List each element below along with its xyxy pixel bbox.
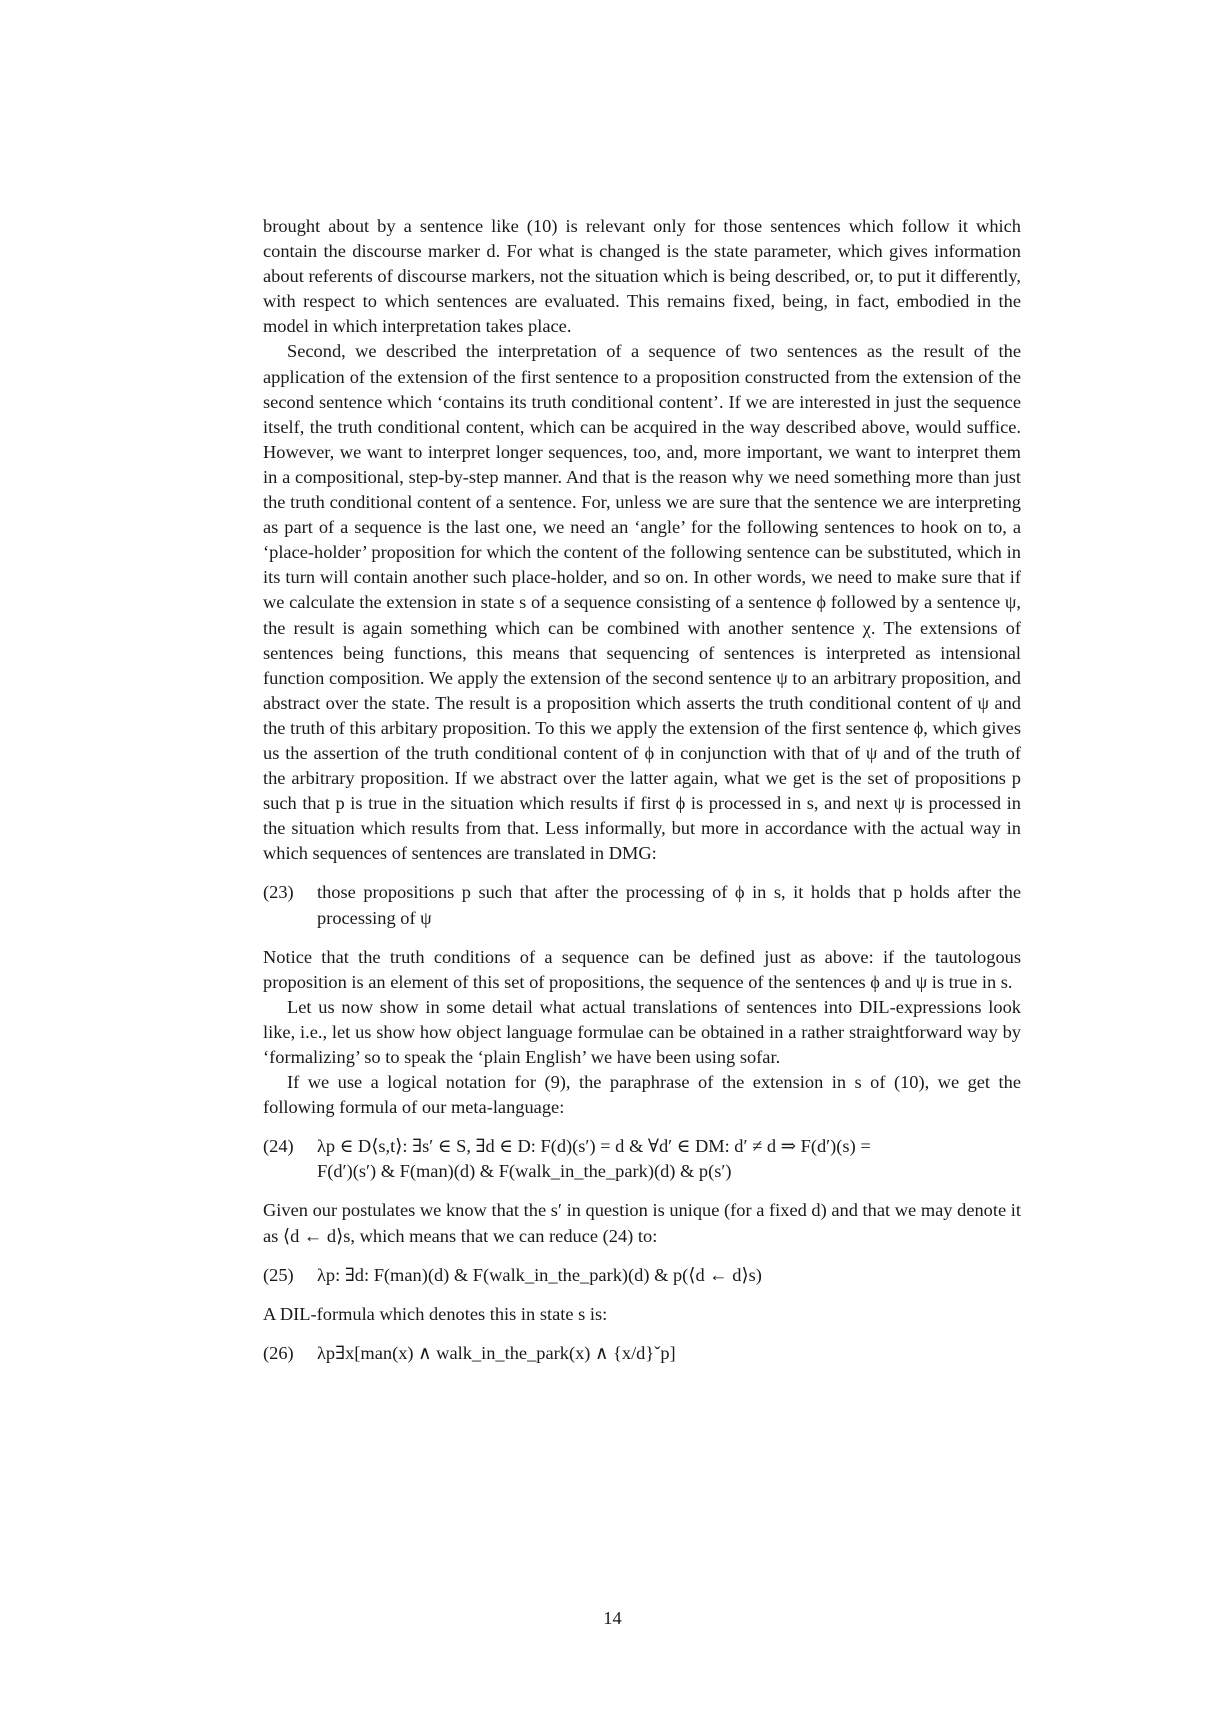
example-26: [263, 1341, 1021, 1366]
paragraph-6: Given our postulates we know that the s′ in question is unique (for a fixed d) and that we may denote it as ⟨d ← d⟩s, which means that we can reduce (24) to:: [263, 1200, 1021, 1246]
example-number: (25): [263, 1264, 294, 1285]
example-24: [263, 1134, 1021, 1184]
formula-line-2: F(d′)(s′) & F(man)(d) & F(walk_in_the_park)(d) & p(s′): [317, 1161, 732, 1182]
page-body: [263, 214, 1021, 1380]
example-formula: λp: ∃d: F(man)(d) & F(walk_in_the_park)(d) & p(⟨d ← d⟩s): [317, 1264, 762, 1285]
paragraph-5: If we use a logical notation for (9), the paraphrase of the extension in s of (10), we get the following formula of our meta-language:: [263, 1072, 1021, 1118]
example-25: [263, 1263, 1021, 1288]
example-number: (23): [263, 882, 294, 903]
example-number: (24): [263, 1136, 294, 1157]
paragraph-7: A DIL-formula which denotes this in state s is:: [263, 1303, 608, 1324]
paragraph-3: Notice that the truth conditions of a sequence can be defined just as above: if the tautologous proposition is an element of this set of propositions, the sequence of the sentences ϕ and ψ is true in s.: [263, 946, 1021, 992]
paragraph-1: brought about by a sentence like (10) is relevant only for those sentences which follow it which contain the discourse marker d. For what is changed is the state parameter, which gives information about referents of discourse markers, not the situation which is being described, or, to put it differently, with respect to which sentences are evaluated. This remains fixed, being, in fact, embodied in the model in which interpretation takes place.: [263, 216, 1021, 337]
example-number: (26): [263, 1342, 294, 1363]
example-formula: [317, 1134, 1021, 1184]
example-text: those propositions p such that after the processing of ϕ in s, it holds that p holds after the processing of ψ: [317, 882, 1021, 928]
paragraph-4: Let us now show in some detail what actual translations of sentences into DIL-expressions look like, i.e., let us show how object language formulae can be obtained in a rather straightforward way by ‘formalizing’ so to speak the ‘plain English’ we have been using sofar.: [263, 996, 1021, 1067]
paragraph-2: Second, we described the interpretation of a sequence of two sentences as the result of the application of the extension of the first sentence to a proposition constructed from the extension of the second sentence which ‘contains its truth conditional content’. If we are interested in just the sequence itself, the truth conditional content, which can be acquired in the way described above, would suffice. However, we want to interpret longer sequences, too, and, more important, we want to interpret them in a compositional, step-by-step manner. And that is the reason why we need something more than just the truth conditional content of a sentence. For, unless we are sure that the sentence we are interpreting as part of a sequence is the last one, we need an ‘angle’ for the following sentences to hook on to, a ‘place-holder’ proposition for which the content of the following sentence can be substituted, which in its turn will contain another such place-holder, and so on. In other words, we need to make sure that if we calculate the extension in state s of a sequence consisting of a sentence ϕ followed by a sentence ψ, the result is again something which can be combined with another sentence χ. The extensions of sentences being functions, this means that sequencing of sentences is interpreted as intensional function composition. We apply the extension of the second sentence ψ to an arbitrary proposition, and abstract over the state. The result is a proposition which asserts the truth conditional content of ψ and the truth of this arbitary proposition. To this we apply the extension of the first sentence ϕ, which gives us the assertion of the truth conditional content of ϕ in conjunction with that of ψ and of the truth of the arbitrary proposition. If we abstract over the latter again, what we get is the set of propositions p such that p is true in the situation which results if first ϕ is processed in s, and next ψ is processed in the situation which results from that. Less informally, but more in accordance with the actual way in which sequences of sentences are translated in DMG:: [263, 341, 1021, 864]
page-number: 14: [603, 1608, 622, 1628]
example-23: [263, 880, 1021, 930]
formula-line-1: λp ∈ D⟨s,t⟩: ∃s′ ∈ S, ∃d ∈ D: F(d)(s′) = d & ∀d′ ∈ DM: d′ ≠ d ⇒ F(d′)(s) =: [317, 1136, 871, 1157]
example-formula: λp∃x[man(x) ∧ walk_in_the_park(x) ∧ {x/d}ˇp]: [317, 1342, 676, 1363]
